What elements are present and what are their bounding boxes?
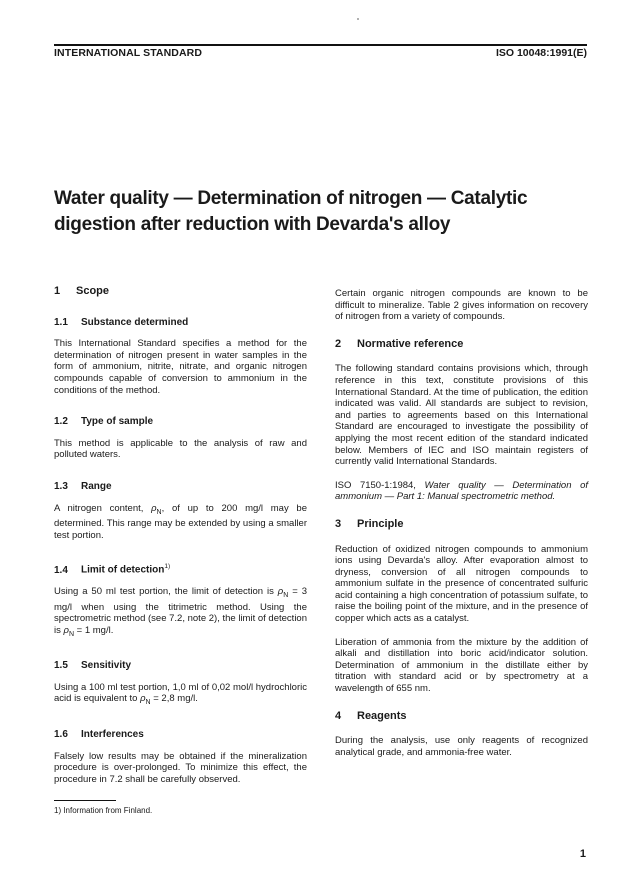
section-3-text-1: Reduction of oxidized nitrogen compounds to ammonium ions using Devarda's alloy. After evaporation almost to dryness, conversion of all nitrogen compounds to ammonium sulfate in the presence of concentrated sulfuric acid containing a high concentration of potassium sulfate, to raise the boiling point of the mixture, and in the presence of copper which acts as a catalyst. bbox=[335, 543, 588, 625]
scan-speck bbox=[357, 18, 359, 20]
section-1-2-text: This method is applicable to the analysis of raw and polluted waters. bbox=[54, 437, 307, 461]
right-intro-text: Certain organic nitrogen compounds are known to be difficult to mineralize. Table 2 gives information on recovery of nitrogen from a variety of compounds. bbox=[335, 288, 588, 323]
header-document-number: ISO 10048:1991(E) bbox=[495, 47, 587, 59]
section-1-6-text: Falsely low results may be obtained if the mineralization procedure is over-prolonged. To minimize this effect, the procedure in 7.2 shall be carefully observed. bbox=[54, 750, 307, 785]
section-2-text: The following standard contains provisions which, through reference in this text, constitute provisions of this International Standard. At the time of publication, the edition indicated was valid. All standards are subject to revision, and parties to agreements based on this International Standard are encouraged to investigate the possibility of applying the most recent edition of the standard indicated below. Members of IEC and ISO maintain registers of currently valid International Standards. bbox=[335, 363, 588, 468]
section-1-3-text: A nitrogen content, $\rho_N$, of up to 200 mg/l may be determined. This range may be extended by using a smaller test portion. bbox=[54, 502, 307, 541]
page-number: 1 bbox=[579, 848, 586, 860]
section-1-2-heading: 1.2 Type of sample bbox=[54, 416, 154, 428]
section-1-6-heading: 1.6 Interferences bbox=[54, 728, 144, 740]
normative-reference-entry: ISO 7150-1:1984, Water quality — Determination of ammonium — Part 1: Manual spectrometric method. bbox=[335, 479, 588, 503]
section-1-4-heading: 1.4 Limit of detection$^{1)}$ bbox=[54, 563, 171, 576]
section-4-text: During the analysis, use only reagents of recognized analytical grade, and ammonia-free water. bbox=[335, 735, 588, 758]
section-3-text-2: Liberation of ammonia from the mixture by the addition of alkali and distillation into boric acid/indicator solution. Determination of ammonium in the distillate either by titration with standard acid or by spectrometry at a wavelength of 655 nm. bbox=[335, 636, 588, 695]
section-4-heading: 4 Reagents bbox=[335, 709, 407, 722]
document-title: Water quality — Determination of nitrogen — Catalytic digestion after reduction with Devarda's alloy bbox=[54, 188, 528, 235]
section-3-heading: 3 Principle bbox=[335, 517, 404, 530]
header-standard-label: INTERNATIONAL STANDARD bbox=[54, 47, 203, 59]
section-2-heading: 2 Normative reference bbox=[335, 337, 464, 350]
section-1-1-text: This International Standard specifies a method for the determination of nitrogen present in water samples in the form of ammonium, nitrite, nitrate, and organic nitrogen compounds capable of conversion to ammonium in the conditions of the method. bbox=[54, 338, 307, 396]
header-rule bbox=[54, 44, 587, 46]
footnote-reference: 1) bbox=[164, 563, 171, 571]
section-1-1-heading: 1.1 Substance determined bbox=[54, 316, 189, 328]
right-column bbox=[335, 288, 588, 770]
section-1-5-text: Using a 100 ml test portion, 1,0 ml of 0,02 mol/l hydrochloric acid is equivalent to $\rho_N = 2,8$ mg/l. bbox=[54, 681, 307, 707]
section-1-heading: 1 Scope bbox=[54, 285, 110, 297]
left-column bbox=[54, 286, 307, 797]
footnote: 1) Information from Finland. bbox=[54, 806, 153, 815]
footnote-rule bbox=[54, 800, 116, 801]
section-1-5-heading: 1.5 Sensitivity bbox=[54, 660, 132, 672]
section-1-3-heading: 1.3 Range bbox=[54, 480, 112, 492]
section-1-4-text: Using a 50 ml test portion, the limit of detection is $\rho_N = 3$ mg/l when using the titrimetric method. Using the spectrometric method (see 7.2, note 2), the limit of detection is $\rho_N = 1$ mg/l. bbox=[54, 586, 307, 638]
